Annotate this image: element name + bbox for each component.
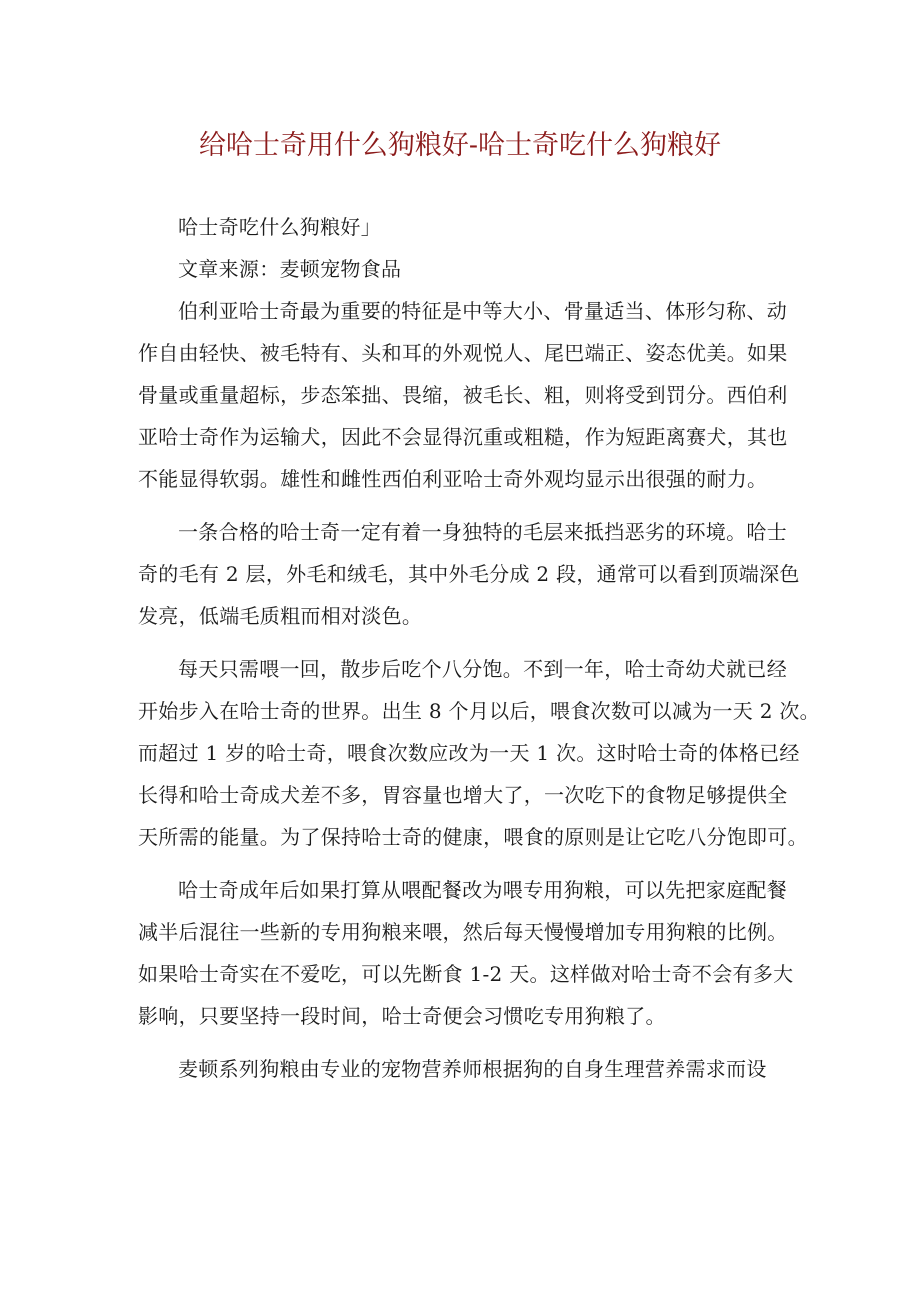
text-line: 麦顿系列狗粮由专业的宠物营养师根据狗的自身生理营养需求而设 — [178, 1057, 767, 1081]
paragraph-brand — [138, 1048, 790, 1090]
text-line: 骨量或重量超标，步态笨拙、畏缩，被毛长、粗，则将受到罚分。西伯利 — [138, 383, 788, 407]
text-line: 而超过 1 岁的哈士奇，喂食次数应改为一天 1 次。这时哈士奇的体格已经 — [138, 741, 800, 765]
paragraph-food-switch — [138, 869, 794, 1037]
paragraph-feeding — [138, 648, 820, 858]
text-line: 奇的毛有 2 层，外毛和绒毛，其中外毛分成 2 段，通常可以看到顶端深色 — [138, 562, 800, 586]
paragraph-source — [138, 248, 790, 290]
text-line: 伯利亚哈士奇最为重要的特征是中等大小、骨量适当、体形匀称、动 — [178, 299, 787, 323]
text-line: 发亮，低端毛质粗而相对淡色。 — [138, 604, 423, 628]
text-line: 长得和哈士奇成犬差不多，胃容量也增大了，一次吃下的食物足够提供全 — [138, 783, 788, 807]
text-line: 开始步入在哈士奇的世界。出生 8 个月以后，喂食次数可以减为一天 2 次。 — [138, 699, 820, 723]
text-line: 每天只需喂一回，散步后吃个八分饱。不到一年，哈士奇幼犬就已经 — [178, 657, 787, 681]
text-line: 天所需的能量。为了保持哈士奇的健康，喂食的原则是让它吃八分饱即可。 — [138, 825, 808, 849]
text-line: 亚哈士奇作为运输犬，因此不会显得沉重或粗糙，作为短距离赛犬，其也 — [138, 425, 788, 449]
text-line: 文章来源：麦顿宠物食品 — [178, 257, 402, 281]
text-line: 哈士奇吃什么狗粮好」 — [178, 215, 381, 239]
text-line: 哈士奇成年后如果打算从喂配餐改为喂专用狗粮，可以先把家庭配餐 — [178, 878, 787, 902]
text-line: 如果哈士奇实在不爱吃，可以先断食 1-2 天。这样做对哈士奇不会有多大 — [138, 962, 794, 986]
article-body — [138, 206, 820, 1090]
text-line: 一条合格的哈士奇一定有着一身独特的毛层来抵挡恶劣的环境。哈士 — [178, 520, 787, 544]
paragraph-subtitle — [138, 206, 790, 248]
paragraph-coat — [138, 511, 800, 637]
text-line: 减半后混往一些新的专用狗粮来喂，然后每天慢慢增加专用狗粮的比例。 — [138, 920, 788, 944]
text-line: 影响，只要坚持一段时间，哈士奇便会习惯吃专用狗粮了。 — [138, 1004, 666, 1028]
text-line: 不能显得软弱。雄性和雌性西伯利亚哈士奇外观均显示出很强的耐力。 — [138, 467, 768, 491]
text-line: 作自由轻快、被毛特有、头和耳的外观悦人、尾巴端正、姿态优美。如果 — [138, 341, 788, 365]
page-title: 给哈士奇用什么狗粮好-哈士奇吃什么狗粮好 — [198, 130, 722, 161]
paragraph-features — [138, 290, 790, 500]
